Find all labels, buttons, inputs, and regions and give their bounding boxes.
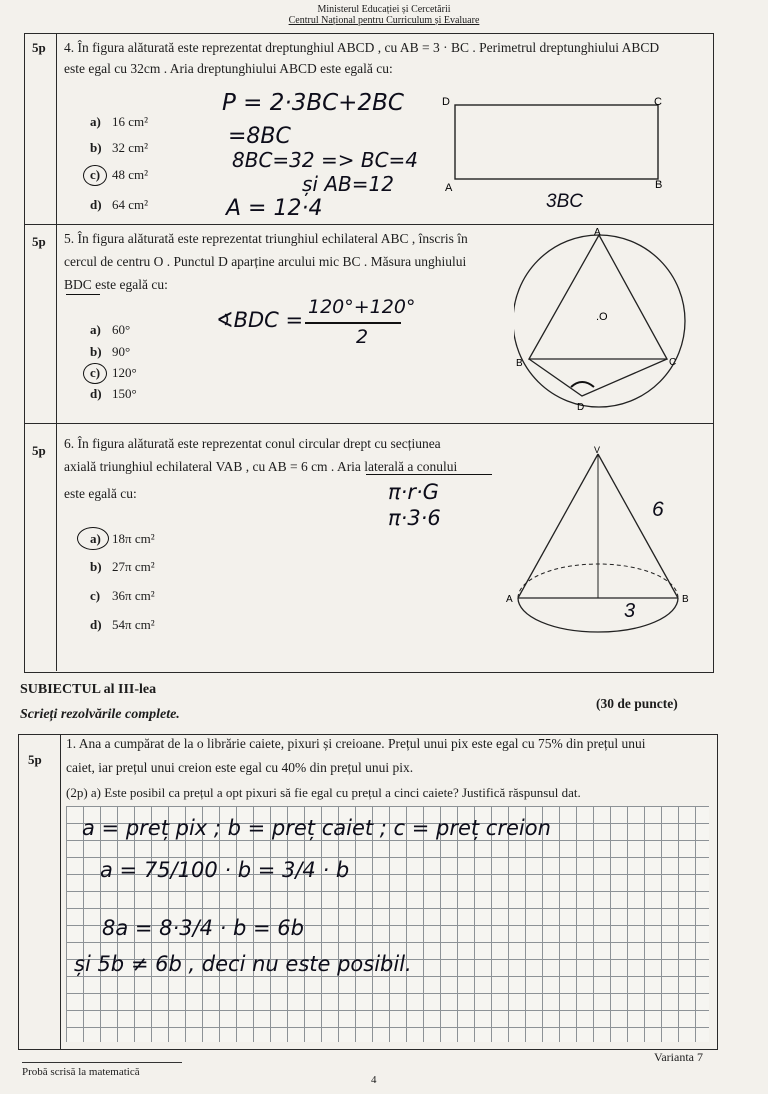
q6-option-c: c) 36π cm²: [90, 588, 155, 603]
p1-points: 5p: [28, 752, 42, 767]
q4-hand-3: 8BC=32 => BC=4: [232, 148, 419, 172]
q6-text-line1: 6. În figura alăturată este reprezentat conul circular drept cu secțiunea: [64, 436, 441, 451]
q5-option-a: a) 60°: [90, 322, 131, 337]
q6-text-line2: axială triunghiul echilateral VAB , cu AB = 6 cm . Aria laterală a conului: [64, 459, 458, 474]
q4-text-line2: este egal cu 32cm . Aria dreptunghiului ABCD este egală cu:: [64, 61, 393, 76]
q6-points: 5p: [32, 443, 46, 458]
q4-option-a: a) 16 cm²: [90, 114, 149, 129]
label-d: D: [442, 96, 450, 108]
p1-hand-4: și 5b ≠ 6b , deci nu este posibil.: [74, 952, 412, 976]
q4-text-line1: 4. În figura alăturată este reprezentat dreptunghiul ABCD , cu AB = 3 · BC . Perimetrul dreptunghiului ABCD: [64, 40, 660, 55]
center-header: Centrul Național pentru Curriculum și Evaluare: [288, 15, 480, 26]
cone-figure: [504, 442, 704, 658]
q4-option-c: c) 48 cm²: [90, 167, 149, 182]
page-number: 4: [371, 1074, 377, 1086]
q5-option-d: d) 150°: [90, 386, 137, 401]
label-v: V: [594, 445, 601, 455]
p1-text-line1: 1. Ana a cumpărat de la o librărie caiete, pixuri și creioane. Prețul unui pix este egal cu 75% din prețul unui: [66, 736, 646, 751]
q5-answer-circle: [83, 363, 107, 384]
q6-hand-2: π·3·6: [388, 506, 441, 530]
label-b: B: [516, 358, 523, 369]
label-c: C: [654, 96, 662, 108]
hand-3bc: 3BC: [546, 191, 583, 212]
q5-points: 5p: [32, 234, 46, 249]
q4-option-d: d) 64 cm²: [90, 197, 149, 212]
circle-triangle-figure: [514, 224, 700, 424]
q4-hand-2: =8BC: [228, 124, 291, 149]
q6-hand-1: π·r·G: [388, 480, 439, 504]
q5-hand-numerator: 120°+120°: [308, 296, 416, 318]
label-d: D: [577, 402, 585, 413]
q5-text-line3: BDC este egală cu:: [64, 277, 168, 292]
ministry-header: Ministerul Educației și Cercetării: [317, 4, 451, 15]
q6-option-d: d) 54π cm²: [90, 617, 155, 632]
q6-option-b: b) 27π cm²: [90, 559, 155, 574]
hand-six: 6: [652, 498, 664, 521]
q4-option-b: b) 32 cm²: [90, 140, 149, 155]
section-points: (30 de puncte): [596, 696, 678, 711]
q5-underline: [66, 294, 100, 295]
p1-hand-3: 8a = 8·3/4 · b = 6b: [102, 916, 305, 940]
angle-mark-d: [571, 382, 594, 387]
label-b: B: [655, 179, 663, 191]
footer-variant: Varianta 7: [654, 1050, 703, 1064]
q5-text-line1: 5. În figura alăturată este reprezentat triunghiul echilateral ABC , înscris în: [64, 231, 468, 246]
points-column-divider: [56, 33, 57, 671]
cone-slant-vb: [598, 454, 678, 598]
section-title: SUBIECTUL al III-lea: [20, 682, 157, 697]
problem-points-divider: [60, 734, 61, 1050]
label-b: B: [682, 594, 689, 605]
q4-hand-5: A = 12·4: [226, 196, 323, 221]
q4-points: 5p: [32, 40, 46, 55]
hand-three: 3: [624, 600, 636, 622]
footer-exam: Probă scrisă la matematică: [22, 1066, 140, 1078]
label-a: A: [445, 182, 453, 194]
q5-hand-angle: ∢BDC =: [216, 308, 304, 332]
q4-hand-1: P = 2·3BC+2BC: [222, 90, 404, 116]
rectangle-abcd: [455, 105, 658, 179]
q6-text-line3: este egală cu:: [64, 486, 137, 501]
q6-answer-circle: [77, 527, 109, 550]
label-c: C: [669, 357, 677, 368]
section-subtitle: Scrieți rezolvările complete.: [20, 707, 180, 722]
q5-option-c: c) 120°: [90, 365, 137, 380]
label-o: .O: [596, 311, 608, 323]
q5-option-b: b) 90°: [90, 344, 131, 359]
p1-text-line2: caiet, iar prețul unui creion este egal cu 40% din prețul unui pix.: [66, 760, 414, 775]
q6-underline: [366, 474, 492, 475]
cone-base-front: [518, 598, 678, 632]
q6-option-a: a) 18π cm²: [90, 531, 155, 546]
q5-text-line2: cercul de centru O . Punctul D aparține arcului mic BC . Măsura unghiului: [64, 254, 467, 269]
p1-hand-1: a = preț pix ; b = preț caiet ; c = preț creion: [82, 816, 551, 840]
footer-rule: [22, 1062, 182, 1063]
q4-hand-4: și AB=12: [302, 172, 394, 196]
cone-slant-va: [518, 454, 598, 598]
rectangle-figure: [438, 92, 678, 217]
q4-answer-circle: [83, 165, 107, 186]
triangle-abc: [529, 235, 667, 359]
q5-hand-denominator: 2: [356, 326, 369, 348]
chords-bd-dc: [529, 359, 667, 396]
p1-text-line3: (2p) a) Este posibil ca prețul a opt pixuri să fie egal cu prețul a cinci caiete? Justifică răspunsul dat.: [66, 785, 581, 800]
label-a: A: [506, 594, 513, 605]
label-a: A: [594, 227, 601, 238]
q5-hand-fraction-bar: [305, 322, 401, 324]
p1-hand-2: a = 75/100 · b = 3/4 · b: [100, 858, 350, 882]
